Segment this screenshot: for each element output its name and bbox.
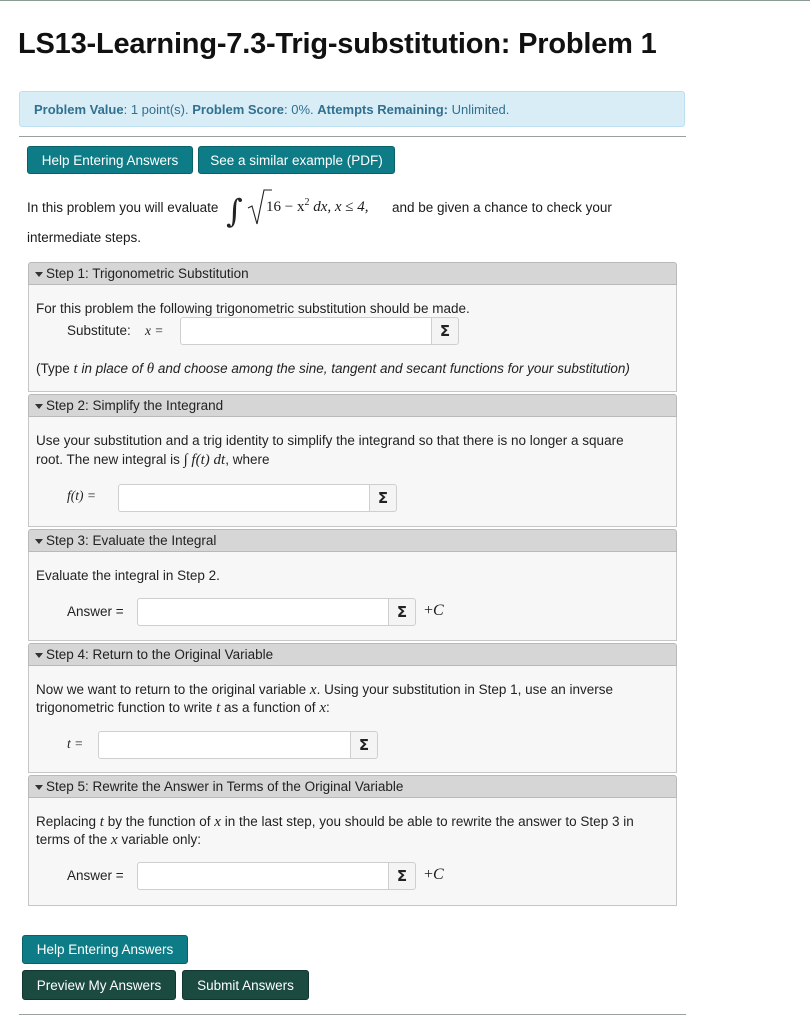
text1-post: . Using your substitution in Step 1, use an inverse xyxy=(316,682,613,697)
help-entering-answers-bottom-button[interactable]: Help Entering Answers xyxy=(22,935,188,964)
integrand-input[interactable] xyxy=(118,484,370,512)
var-x: x xyxy=(309,682,317,698)
step-3-text: Evaluate the integral in Step 2. xyxy=(36,568,220,583)
f-of-t-label: f(t) = xyxy=(67,488,96,503)
step-2-header[interactable] xyxy=(28,394,677,417)
var-x: x xyxy=(214,814,221,830)
intro-line-1 xyxy=(27,200,218,215)
substitution-input[interactable] xyxy=(180,317,432,345)
new-integral-math: ∫ f(t) dt xyxy=(183,452,226,468)
step-3-title: Step 3: Evaluate the Integral xyxy=(46,533,217,548)
similar-example-button[interactable]: See a similar example (PDF) xyxy=(198,146,395,174)
step-2-title: Step 2: Simplify the Integrand xyxy=(46,398,224,413)
text2-pre: root. The new integral is xyxy=(36,452,184,467)
var-t: t xyxy=(216,700,221,716)
attempts-value: Unlimited. xyxy=(447,102,510,117)
step-4-text-2 xyxy=(36,699,330,717)
step-5-answer-input[interactable] xyxy=(137,862,389,890)
step-5-text-1 xyxy=(36,813,634,831)
help-entering-answers-button[interactable]: Help Entering Answers xyxy=(27,146,193,174)
problem-score: : 0%. xyxy=(284,102,318,117)
step-5-title: Step 5: Rewrite the Answer in Terms of the Original Variable xyxy=(46,779,404,794)
problem-info-banner xyxy=(19,91,685,127)
plus-sign: + xyxy=(424,602,434,619)
step-2-text-2 xyxy=(36,451,269,469)
text1-mid: by the function of xyxy=(103,814,215,829)
t-function-input[interactable] xyxy=(98,731,351,759)
radicand: 16 − x xyxy=(266,199,305,215)
step-4-header[interactable] xyxy=(28,643,677,666)
plus-c-constant xyxy=(424,602,444,620)
note-pre: (Type xyxy=(36,361,74,376)
top-border xyxy=(0,0,810,1)
step-2-body xyxy=(28,417,677,527)
step-5-answer-label: Answer = xyxy=(67,868,124,883)
step-1-note xyxy=(36,360,630,378)
equation-editor-sigma-icon[interactable]: Σ xyxy=(388,598,416,626)
var-x: x xyxy=(319,700,326,716)
collapse-triangle-icon xyxy=(35,785,43,790)
step-1-body xyxy=(28,285,677,392)
text2-post: : xyxy=(325,700,330,715)
note-t: t xyxy=(73,361,78,377)
step-2-text-1: Use your substitution and a trig identity to simplify the integrand so that there is no longer a square xyxy=(36,433,624,448)
equation-editor-sigma-icon[interactable]: Σ xyxy=(431,317,459,345)
constant-c: C xyxy=(433,866,444,883)
page-title: LS13-Learning-7.3-Trig-substitution: Problem 1 xyxy=(18,28,657,60)
step-4-text-1 xyxy=(36,681,613,699)
integral-sqrt-symbol xyxy=(224,186,272,228)
intro-math xyxy=(266,197,369,216)
intro-line-1-end: and be given a chance to check your xyxy=(392,200,612,215)
intro-line-2: intermediate steps. xyxy=(27,230,142,245)
bottom-divider xyxy=(19,1014,686,1015)
text1-pre: Now we want to return to the original variable xyxy=(36,682,310,697)
plus-c-constant xyxy=(424,866,444,884)
note-theta: θ xyxy=(146,361,155,377)
t-equals-label: t = xyxy=(67,736,84,751)
equation-editor-sigma-icon[interactable]: Σ xyxy=(388,862,416,890)
step-3-answer-label: Answer = xyxy=(67,604,124,619)
text2-pre: trigonometric function to write xyxy=(36,700,217,715)
submit-answers-button[interactable]: Submit Answers xyxy=(182,970,309,1000)
equation-editor-sigma-icon[interactable]: Σ xyxy=(369,484,397,512)
step-5-body xyxy=(28,798,677,906)
collapse-triangle-icon xyxy=(35,653,43,658)
exponent: 2 xyxy=(304,197,310,208)
problem-score-label: Problem Score xyxy=(192,102,284,117)
preview-answers-button[interactable]: Preview My Answers xyxy=(22,970,176,1000)
constant-c: C xyxy=(433,602,444,619)
step-3-answer-input[interactable] xyxy=(137,598,389,626)
step-4-title: Step 4: Return to the Original Variable xyxy=(46,647,274,662)
note-post: and choose among the sine, tangent and secant functions for your substitution) xyxy=(154,361,630,376)
equation-editor-sigma-icon[interactable]: Σ xyxy=(350,731,378,759)
text2-post: variable only: xyxy=(117,832,201,847)
step-1-var: x = xyxy=(145,323,164,338)
text1-post: in the last step, you should be able to rewrite the answer to Step 3 in xyxy=(220,814,634,829)
text1-pre: Replacing xyxy=(36,814,100,829)
intro-math-tail: dx, x ≤ 4, xyxy=(309,199,369,215)
intro-text: In this problem you will evaluate xyxy=(27,200,219,215)
problem-value-label: Problem Value xyxy=(34,102,124,117)
problem-value: : 1 point(s). xyxy=(123,102,193,117)
note-mid: in place of xyxy=(77,361,147,376)
plus-sign: + xyxy=(424,866,434,883)
attempts-label: Attempts Remaining: xyxy=(317,102,448,117)
step-3-body xyxy=(28,552,677,641)
collapse-triangle-icon xyxy=(35,272,43,277)
integral-sign: ∫ xyxy=(226,192,243,228)
step-1-header[interactable] xyxy=(28,262,677,285)
var-x: x xyxy=(111,832,118,848)
step-5-text-2 xyxy=(36,831,201,849)
text2-post: , where xyxy=(225,452,270,467)
text2-pre: terms of the xyxy=(36,832,112,847)
collapse-triangle-icon xyxy=(35,539,43,544)
var-t: t xyxy=(99,814,104,830)
step-1-title: Step 1: Trigonometric Substitution xyxy=(46,266,249,281)
divider xyxy=(19,136,686,137)
collapse-triangle-icon xyxy=(35,404,43,409)
step-5-header[interactable] xyxy=(28,775,677,798)
step-1-text: For this problem the following trigonometric substitution should be made. xyxy=(36,301,470,316)
step-1-input-label: Substitute: xyxy=(67,323,131,338)
step-4-body xyxy=(28,666,677,773)
step-3-header[interactable] xyxy=(28,529,677,552)
text2-mid: as a function of xyxy=(220,700,320,715)
